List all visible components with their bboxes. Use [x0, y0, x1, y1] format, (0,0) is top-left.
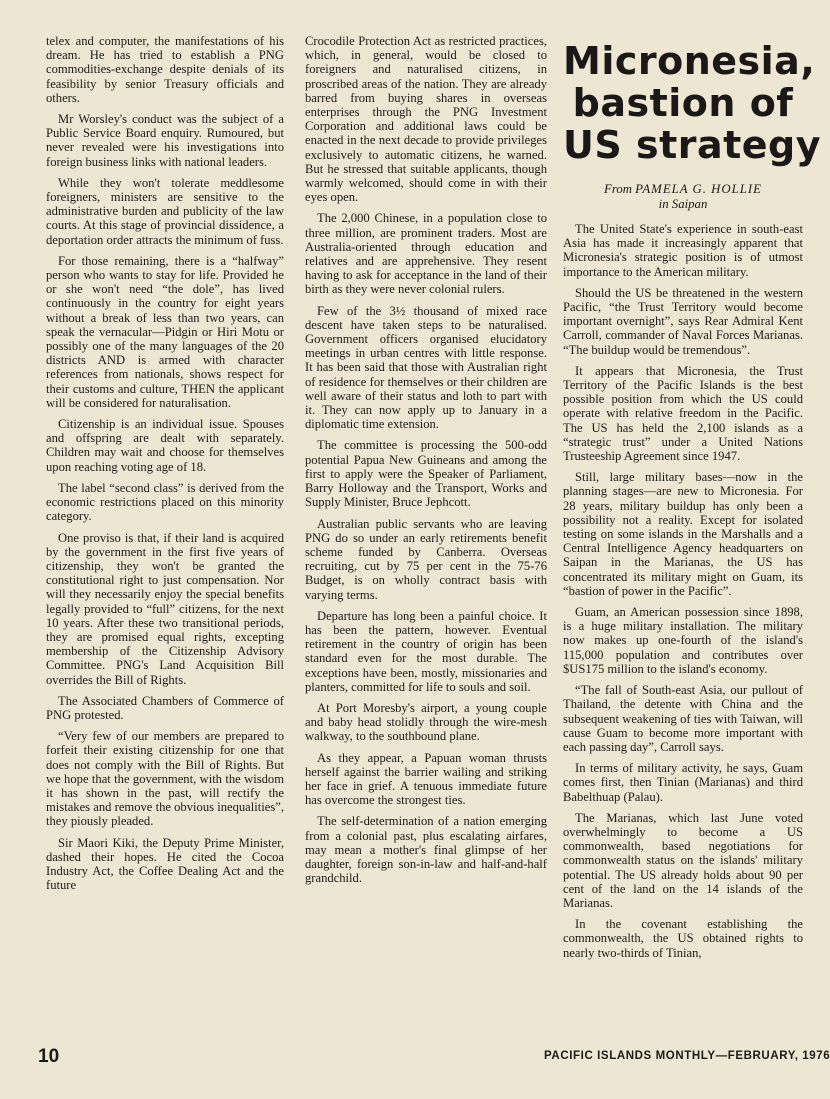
page-number: 10 [38, 1046, 60, 1067]
paragraph: The Associated Chambers of Commerce of PNG protested. [46, 693, 284, 722]
paragraph: The label “second class” is derived from the economic restrictions placed on this minority category. [46, 480, 284, 524]
byline [563, 182, 803, 212]
paragraph: “The fall of South-east Asia, our pullout of Thailand, the detente with China and the subsequent weakening of ties with Taiwan, will cause Guam to become more important with each passing day”, Carroll says. [563, 683, 803, 754]
headline-line: bastion of [572, 81, 794, 125]
paragraph: Crocodile Protection Act as restricted practices, which, in general, would be closed to foreigners and naturalised citizens, in proscribed areas of the nation. They are already barred from buying shares in overseas enterprises through the PNG Investment Corporation and additional laws could be enacted in the next decade to provide privileges exclusively to automatic citizens, he warned. But he stressed that suitable applicants, though warmly welcomed, should come in with their eyes open. [305, 34, 547, 205]
paragraph: Mr Worsley's conduct was the subject of a Public Service Board enquiry. Rumoured, but never revealed were his investigations into foreign business links with national leaders. [46, 112, 284, 169]
paragraph: Sir Maori Kiki, the Deputy Prime Minister, dashed their hopes. He cited the Cocoa Industry Act, the Coffee Dealing Act and the future [46, 835, 284, 893]
byline-location: in Saipan [658, 197, 708, 211]
headline-line: Micronesia, [563, 39, 816, 83]
paragraph: The committee is processing the 500-odd potential Papua New Guineans and among the first to apply were the Speaker of Parliament, Barry Holloway and the Transport, Works and Supply Minister, Bruce Jephcott. [305, 438, 547, 510]
paragraph: In terms of military activity, he says, Guam comes first, then Tinian (Marianas) and third Babelthuap (Palau). [563, 761, 803, 804]
article-column-3 [563, 34, 822, 1044]
paragraph: While they won't tolerate meddlesome foreigners, ministers are sensitive to the administrative burden and publicity of the law courts. At this stage of provincial dissidence, a deportation order attracts the minimum of fuss. [46, 175, 284, 247]
paragraph: Guam, an American possession since 1898, is a huge military installation. The military now makes up one-fourth of the island's 115,000 population and contributes over $US175 million to the island's economy. [563, 605, 803, 676]
paragraph: Australian public servants who are leaving PNG do so under an early retirements benefit scheme funded by Canberra. Overseas recruiting, cut by 75 per cent in the 75-76 Budget, is on wholly contract basis with varying terms. [305, 516, 547, 602]
paragraph: It appears that Micronesia, the Trust Territory of the Pacific Islands is the best possible position from which the US could operate with relative freedom in the Pacific. The US has held the 2,100 islands as a “strategic trust” under a United Nations Trusteeship Agreement since 1947. [563, 363, 803, 464]
paragraph: Citizenship is an individual issue. Spouses and offspring are dealt with separately. Children may wait and choose for themselves upon reaching voting age of 18. [46, 417, 284, 474]
byline-author: PAMELA G. HOLLIE [635, 182, 762, 196]
headline-line: US strategy [563, 123, 822, 167]
paragraph: Few of the 3½ thousand of mixed race descent have taken steps to be naturalised. Government officers organised elucidatory meetings in urban centres with little response. It has been said that those with Australian right of residence for themselves or their children are well aware of their status and loth to part with it. They can now apply up to January in a diplomatic time extension. [305, 303, 547, 432]
paragraph: The 2,000 Chinese, in a population close to three million, are prominent traders. Most are Australia-oriented through education and relatives and are apprehensive. They resent having to ask for acceptance in the land of their birth as they were never colonial rulers. [305, 211, 547, 297]
paragraph: The self-determination of a nation emerging from a colonial past, plus escalating airfares, may mean a mother's final glimpse of her daughter, foreign son-in-law and half-and-half grandchild. [305, 814, 547, 886]
article-column-1 [46, 34, 284, 1044]
paragraph: For those remaining, there is a “halfway” person who wants to stay for life. Provided he or she won't need “the dole”, has lived continuously in the country for eight years without a break of less than two years, can speak the vernacular—Pidgin or Hiri Motu or possibly one of the many languages of the 20 districts AND is armed with character references from nationals, shows respect for their customs and culture, THEN the applicant will be considered for naturalisation. [46, 253, 284, 410]
publication-line: PACIFIC ISLANDS MONTHLY—FEBRUARY, 1976 [544, 1050, 830, 1062]
paragraph: Should the US be threatened in the western Pacific, “the Trust Territory would become important overnight”, says Rear Admiral Kent Carroll, commander of Naval Forces Marianas. “The buildup would be tremendous”. [563, 285, 803, 357]
paragraph: Still, large military bases—now in the planning stages—are new to Micronesia. For 28 years, military buildup has only been a possibility not a reality. Except for isolated testing on some islands in the Marshalls and a Central Intelligence Agency headquarters on Saipan in the Marianas, the US has concentrated its military might on Guam, its “bastion of power in the Pacific”. [563, 470, 803, 598]
article-headline [563, 39, 822, 167]
paragraph: As they appear, a Papuan woman thrusts herself against the barrier wailing and striking her face in grief. A tenuous immediate future has overcome the strongest ties. [305, 750, 547, 808]
paragraph: The Marianas, which last June voted overwhelmingly to become a US commonwealth, based negotiations for commonwealth status on the islands' military potential. The US already holds about 90 per cent of the land on the 14 islands of the Marianas. [563, 810, 803, 910]
page-footer [38, 1046, 830, 1068]
paragraph: “Very few of our members are prepared to forfeit their existing citizenship for one that does not comply with the Bill of Rights. But we hope that the government, with the wisdom it has shown in the past, will rectify the mistakes and remove the obvious inequalities”, they piously pleaded. [46, 729, 284, 829]
byline-prefix: From [604, 182, 632, 196]
paragraph: telex and computer, the manifestations of his dream. He has tried to establish a PNG commodities-exchange despite denials of its feasibility by senior Treasury officials and others. [46, 34, 284, 105]
paragraph: One proviso is that, if their land is acquired by the government in the first five years of citizenship, they won't be granted the constitutional right to just compensation. Nor will they necessarily enjoy the special benefits legally provided to “full” citizens, for the next 10 years. After these two transitional periods, they are promised equal rights, excepting membership of the Citizenship Advisory Committee. PNG's Land Acquisition Bill overrides the Bill of Rights. [46, 530, 284, 687]
paragraph: At Port Moresby's airport, a young couple and baby head stolidly through the wire-mesh walkway, to the southbound plane. [305, 700, 547, 744]
paragraph: The United State's experience in south-east Asia has made it increasingly apparent that Micronesia's strategic position is of utmost importance to the American military. [563, 222, 803, 279]
article-column-2 [305, 34, 547, 1044]
paragraph: In the covenant establishing the commonwealth, the US obtained rights to nearly two-thirds of Tinian, [563, 917, 803, 960]
paragraph: Departure has long been a painful choice. It has been the pattern, however. Eventual retirement in the country of origin has been standard even for the most durable. The exceptions have been, mostly, missionaries and planters, committed for life to souls and soil. [305, 608, 547, 694]
